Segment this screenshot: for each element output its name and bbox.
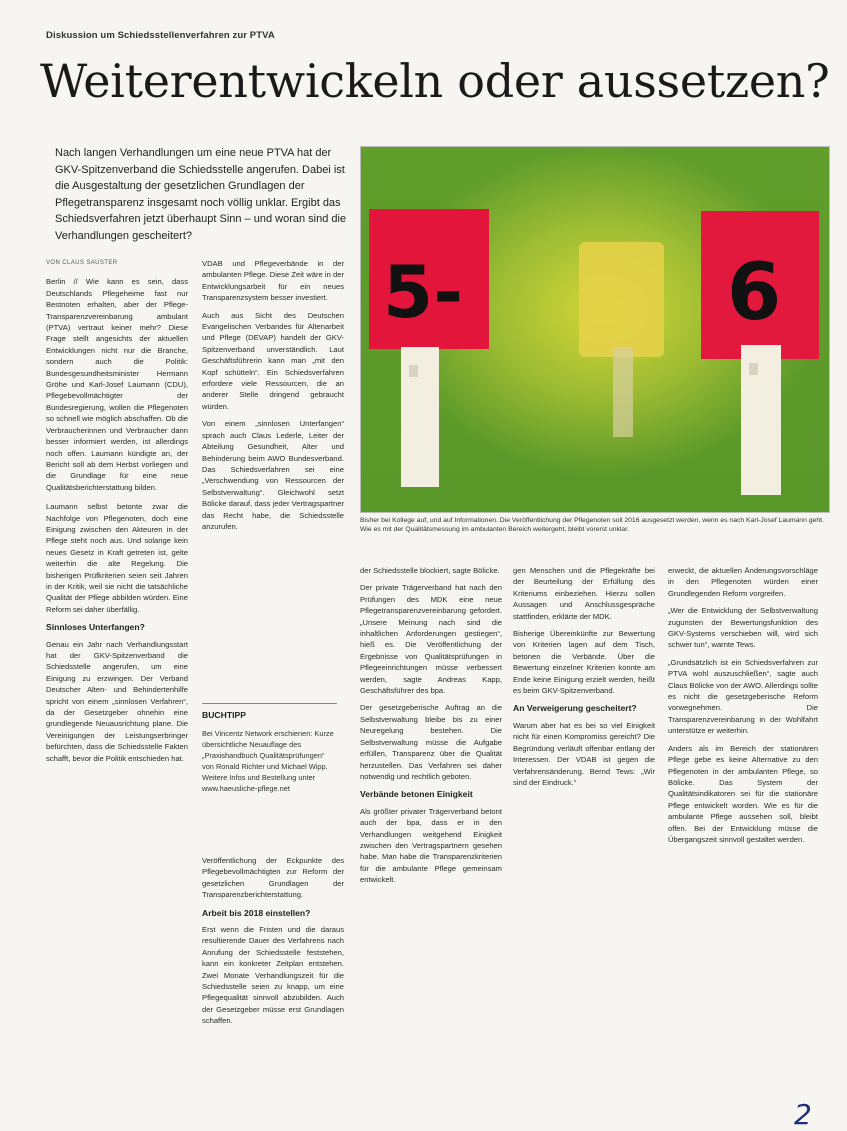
page-number: 2	[794, 1098, 812, 1131]
buchtipp-text: Bei Vincentz Network erschienen: Kurze übersichtliche Neuauflage des „Praxishandbuch Qualitätsprüfungen“ von Ronald Richter und Michael Wipp. Weitere Infos und Bestellung unter www.haeusliche-pflege.net	[202, 729, 334, 793]
paragraph: gen Menschen und die Pflegekräfte bei der Beurteilung der Erfüllung des Kriteriums einbeziehen. Hierzu sollen Aussagen und Anschlussgespräche stattfinden, erklärte der MDK.	[513, 566, 655, 621]
paragraph: der Schiedsstelle blockiert, sagte Bölicke.	[360, 566, 500, 575]
card-right-label: 6	[727, 248, 782, 338]
article-lead: Nach langen Verhandlungen um eine neue PTVA hat der GKV-Spitzenverband die Schiedsstelle angerufen. Dabei ist die Ausgestaltung der gesetzlichen Grundlagen der Pflegetransparenz insgesamt noch völlig unklar. Ergibt das Schiedsverfahren jetzt überhaupt Sinn – und woran sind die Verhandlungen gescheitert?	[55, 147, 347, 242]
paragraph: Berlin // Wie kann es sein, dass Deutschlands Pflegeheime fast nur Bestnoten erhalten, aber der Pflege-Transparenzvereinbarung ambulant (PTVA) vertraut keiner mehr? Diese Frage stellt angesichts der aktuellen Entwicklungen nicht nur die Branche, sondern auch die Politik: Bundesgesundheitsminister Hermann Gröhe und Karl-Josef Laumann (CDU), Pflegebevollmächtigter der Bundesregierung, wollen die Pflegenoten so schnell wie möglich abschaffen. Ob die Verbraucherinnen und Verbraucher dann besser informiert werden, ist allerdings noch offen. Laumann kündigte an, der Bericht soll ab dem Herbst vorliegen und die Grundlage für eine neue Qualitätsberichterstattung bilden.	[46, 277, 188, 492]
buchtipp-heading: BUCHTIPP	[202, 710, 246, 720]
paragraph: Veröffentlichung der Eckpunkte des Pflegebevollmächtigten zur Reform der gesetzlichen Grundlagen der Transparenzberichterstattung.	[202, 856, 344, 900]
paragraph: Auch aus Sicht des Deutschen Evangelischen Verbandes für Altenarbeit und Pflege (DEVAP) handelt der GKV-Spitzenverband unverständlich. Laut Geschäftsführerin kann man „mit den Kopf schütteln“. Ein Schiedsverfahren erfordere viele Ressourcen, die an anderer Stelle dringend gebraucht würden.	[202, 310, 344, 411]
photo-caption: Bisher bei Kollege auf, und auf Informationen. Die Veröffentlichung der Pflegenoten soll 2016 ausgesetzt werden, wenn es nach Karl-Josef Laumann geht. Wie es mit der Qualitätsmessung im ambulanten Bereich weitergeht, bleibt vorerst unklar.	[360, 517, 824, 533]
paragraph: Warum aber hat es bei so viel Einigkeit nicht für einen Kompromiss gereicht? Die Begründung verläuft offenbar entlang der Interessen. Der VDAB ist gegen die Verfahrensänderung. Bernd Tews: „Wir sind der Eindruck.“	[513, 720, 655, 787]
paragraph: Der gesetzgeberische Auftrag an die Selbstverwaltung bleibe bis zu einer Neuregelung bestehen. Die Selbstverwaltung müsse die Aufgabe erfüllen, Transparenz über die Qualität herzustellen. Das Verfahren sei daher notwendig und rechtlich geboten.	[360, 703, 502, 781]
paragraph: Der private Trägerverband hat nach den Prüfungen des MDK eine neue Pflegetransparenzvereinbarung gefordert. „Unsere Meinung nach sind die inhaltlichen Anforderungen gestiegen“, hieß es. Die Veröffentlichung der Ergebnisse von Qualitätsprüfungen in Pflegeeinrichtungen müsse verbessert werden, sagte Andreas Kapp, Geschäftsführer des bpa.	[360, 583, 502, 696]
peg-right	[741, 345, 781, 495]
paragraph: Bisherige Übereinkünfte zur Bewertung von Kriterien lagen auf dem Tisch, betonen die Verbände. Über die Bewertung einzelner Kriterien konnte am Ende keine Einigung erzielt werden, heißt es beim GKV-Spitzenverband.	[513, 629, 655, 696]
card-left-label: 5-	[383, 250, 463, 334]
paragraph: Anders als im Bereich der stationären Pflege gebe es keine Alternative zu den Pflegenoten in der ambulanten Pflege, so Bölicke. Das System der Qualitätsindikatoren sei für die stationäre Pflege entwickelt worden. Wie es für die ambulante Pflege aussehen soll, bleibt offen. Bei der Entwicklung müsse die Übergangszeit sinnvoll gestaltet werden.	[668, 743, 818, 844]
paragraph: Genau ein Jahr nach Verhandlungsstart hat der GKV-Spitzenverband die Schiedsstelle angerufen, um eine Einigung zu erzwingen. Der Verband Deutscher Alten- und Behindertenhilfe spricht von einem „sinnlosen Verfahren“, da der Gesetzgeber ohnehin eine grundlegende Neuausrichtung plane. Die Vereinigungen der Leistungserbringer befürchten, dass die Schiedsstelle Fakten schafft, bevor die Politik entschieden hat.	[46, 639, 188, 763]
section-rubric: Diskussion um Schiedsstellenverfahren zur PTVA	[46, 30, 275, 41]
article-column-1	[46, 258, 188, 1098]
blurred-card	[579, 242, 664, 357]
peg-left	[401, 347, 439, 487]
article-column-3	[360, 565, 502, 1100]
paragraph: „Grundsätzlich ist ein Schiedsverfahren zur PTVA wohl auszuschließen“, sagte auch Claus Bölicke von der AWO. Allerdings sollte es nicht die gesetzgeberische Reform vorwegnehmen. Die Transparenzvereinbarung in der Wohlfahrt unterstütze er weiterhin.	[668, 657, 818, 736]
article-column-4	[513, 565, 655, 1100]
paragraph: Laumann selbst betonte zwar die Nachfolge von Pflegenoten, doch eine Einigung zwischen den Akteuren in der Pflege steht noch aus. Und solange kein neues Gesetz in Kraft getreten ist, gelte weiterhin die alte Regelung. Die bisherigen Prüfkriterien seien seit Jahren in der Kritik, weil sie nicht die tatsächliche Qualität der Pflege abbilden würden. Eine Reform sei daher überfällig.	[46, 502, 188, 614]
article-column-5	[668, 565, 818, 1100]
article-headline: Weiterentwickeln oder aussetzen?	[40, 54, 830, 108]
subheading: An Verweigerung gescheitert?	[513, 703, 637, 714]
subheading: Arbeit bis 2018 einstellen?	[202, 907, 311, 918]
subheading: Sinnloses Unterfangen?	[46, 622, 145, 633]
paragraph: „Wer die Entwicklung der Selbstverwaltung zugunsten der Bewertungsfunktion des GKV-Systems verschieben will, wird sich schwer tun“, warnte Tews.	[668, 606, 818, 650]
paragraph: Als größter privater Trägerverband betont auch der bpa, dass er in den Verhandlungen weitgehend Einigkeit zwischen den Vertragspartnern gesehen habe. Man habe die Transparenzkriterien für die ambulante Pflege gemeinsam entwickelt.	[360, 806, 502, 885]
paragraph: erweckt, die aktuellen Änderungsvorschläge in den Pflegenoten würden einer Grundlegenden Reform vorgreifen.	[668, 566, 818, 598]
buchtipp-rule	[202, 703, 337, 704]
author-byline: VON CLAUS SAUSTER	[46, 260, 118, 266]
article-column-2-top	[202, 258, 344, 698]
paragraph: Von einem „sinnlosen Unterfangen“ sprach auch Claus Lederle, Leiter der Abteilung Gesundheit, Alter und Behinderung beim AWO Bundesverband. Das Schiedsverfahren sei eine „Verschwendung von Ressourcen der Selbstverwaltung“. Gleichwohl setzt Bölicke darauf, dass jeder Vertragspartner das Recht habe, die Schiedsstelle anzurufen.	[202, 419, 344, 531]
article-column-2-bottom	[202, 855, 344, 1100]
article-photo	[360, 146, 830, 513]
paragraph: VDAB und Pflegeverbände in der ambulanten Pflege. Diese Zeit wäre in der Entwicklungsarbeit für ein neues Transparenzsystem besser investiert.	[202, 259, 344, 303]
subheading: Verbände betonen Einigkeit	[360, 789, 473, 800]
paragraph: Erst wenn die Fristen und die daraus resultierende Dauer des Verfahrens nach Anrufung der Schiedsstelle feststehen, kann ein konkreter Zeitplan entstehen. Zwei Monate Verhandlungszeit für die Schiedsstelle seien zu knapp, um eine Pflegequalität sinnvoll abzubilden. Auch der Gesetzgeber müsse erst Grundlagen schaffen.	[202, 925, 344, 1026]
